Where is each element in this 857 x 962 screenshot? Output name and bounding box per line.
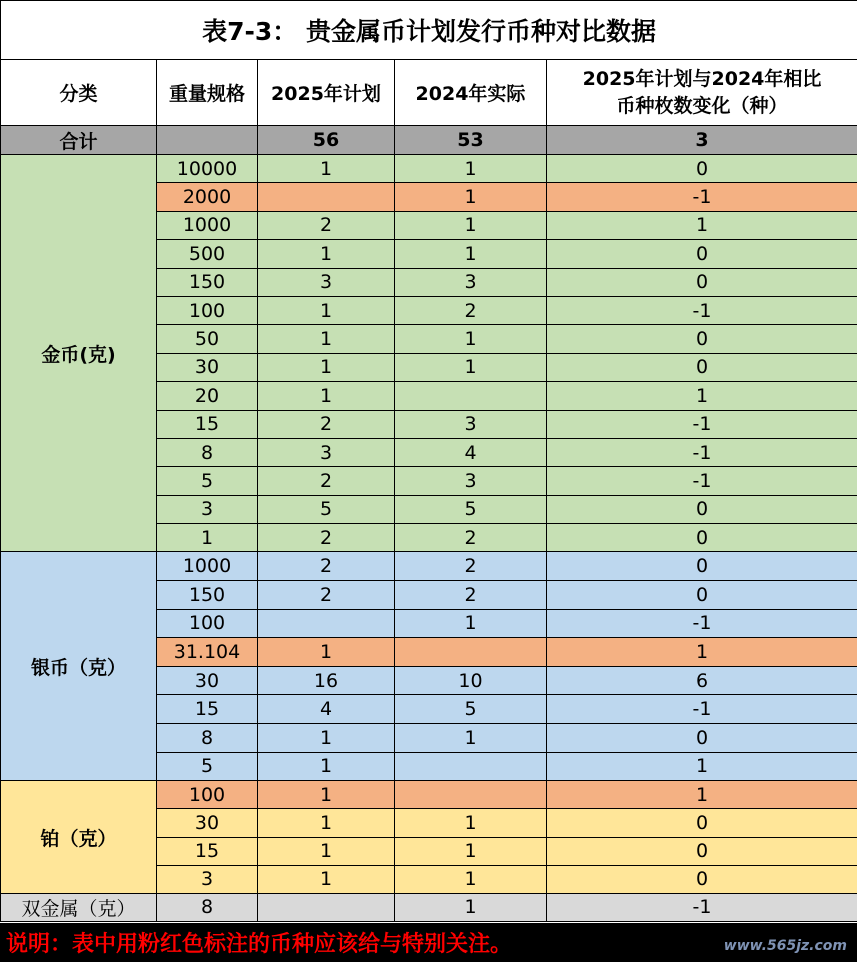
cell-weight: 3 [157,865,258,893]
cell-change: 0 [547,268,857,296]
cell-plan: 1 [258,382,395,410]
cell-weight: 8 [157,438,258,466]
header-category: 分类 [1,60,157,126]
cell-weight: 15 [157,837,258,865]
cell-plan: 1 [258,240,395,268]
cell-weight: 50 [157,325,258,353]
watermark: www.565jz.com [723,938,847,954]
cell-weight: 1000 [157,211,258,239]
cell-weight: 20 [157,382,258,410]
table-row [1,155,857,183]
cell-weight: 1000 [157,552,258,581]
cell-plan: 16 [258,666,395,695]
cell-plan: 1 [258,724,395,753]
cell-change: -1 [547,893,857,921]
cell-actual: 5 [395,695,547,724]
total-change: 3 [547,126,857,155]
table-row [1,893,857,921]
category-platinum: 铂（克） [1,781,157,894]
cell-actual: 4 [395,438,547,466]
cell-change: -1 [547,438,857,466]
cell-weight: 500 [157,240,258,268]
cell-actual: 2 [395,524,547,552]
cell-actual [395,781,547,809]
cell-plan: 2 [258,467,395,495]
cell-actual: 1 [395,353,547,381]
cell-actual: 1 [395,240,547,268]
note-text: 说明：表中用粉红色标注的币种应该给与特别关注。 [6,932,513,957]
note-bar [0,923,857,962]
cell-actual [395,638,547,667]
cell-weight: 8 [157,893,258,921]
cell-weight: 5 [157,752,258,781]
header-change-line2: 币种枚数变化（种） [616,94,788,117]
cell-actual: 1 [395,837,547,865]
cell-actual: 3 [395,410,547,438]
cell-plan: 2 [258,552,395,581]
cell-plan: 5 [258,495,395,523]
cell-actual: 1 [395,609,547,638]
table-title: 表7-3： 贵金属币计划发行币种对比数据 [1,1,857,60]
cell-weight: 10000 [157,155,258,183]
cell-actual: 2 [395,581,547,610]
cell-weight: 3 [157,495,258,523]
cell-weight: 30 [157,353,258,381]
cell-plan: 3 [258,438,395,466]
cell-change: 0 [547,240,857,268]
header-change-line1: 2025年计划与2024年相比 [582,67,822,90]
cell-plan: 1 [258,638,395,667]
cell-change: -1 [547,183,857,211]
cell-change: 1 [547,781,857,809]
cell-weight: 1 [157,524,258,552]
cell-weight: 15 [157,695,258,724]
cell-change: 6 [547,666,857,695]
cell-actual: 2 [395,296,547,324]
cell-weight: 30 [157,666,258,695]
cell-plan [258,609,395,638]
cell-actual: 5 [395,495,547,523]
cell-weight: 100 [157,609,258,638]
cell-change: 0 [547,581,857,610]
cell-plan: 1 [258,781,395,809]
cell-actual: 1 [395,183,547,211]
cell-actual: 1 [395,893,547,921]
cell-plan [258,183,395,211]
cell-plan: 2 [258,524,395,552]
cell-plan: 1 [258,865,395,893]
header-change [547,60,857,126]
cell-change: 0 [547,552,857,581]
cell-plan: 1 [258,296,395,324]
cell-plan: 1 [258,155,395,183]
cell-change: 0 [547,865,857,893]
cell-weight: 100 [157,296,258,324]
cell-weight: 31.104 [157,638,258,667]
cell-change: 1 [547,211,857,239]
cell-actual: 1 [395,809,547,837]
cell-change: 1 [547,382,857,410]
cell-change: -1 [547,695,857,724]
cell-plan: 1 [258,752,395,781]
header-actual-2024: 2024年实际 [395,60,547,126]
cell-change: 1 [547,638,857,667]
cell-change: 1 [547,752,857,781]
cell-weight: 5 [157,467,258,495]
cell-actual: 1 [395,211,547,239]
cell-plan: 2 [258,581,395,610]
cell-change: 0 [547,155,857,183]
cell-change: 0 [547,524,857,552]
cell-plan: 1 [258,325,395,353]
cell-plan: 4 [258,695,395,724]
cell-change: 0 [547,724,857,753]
cell-actual: 1 [395,325,547,353]
cell-weight: 8 [157,724,258,753]
cell-change: -1 [547,410,857,438]
category-gold: 金币(克) [1,155,157,552]
cell-weight: 2000 [157,183,258,211]
total-label: 合计 [1,126,157,155]
cell-change: -1 [547,609,857,638]
cell-change: 0 [547,809,857,837]
total-weight [157,126,258,155]
total-plan: 56 [258,126,395,155]
cell-actual [395,382,547,410]
cell-change: -1 [547,467,857,495]
cell-weight: 150 [157,581,258,610]
cell-actual: 1 [395,865,547,893]
cell-actual [395,752,547,781]
cell-weight: 15 [157,410,258,438]
cell-actual: 2 [395,552,547,581]
cell-plan [258,893,395,921]
cell-weight: 150 [157,268,258,296]
cell-plan: 2 [258,211,395,239]
table-row [1,781,857,809]
cell-weight: 100 [157,781,258,809]
category-bimetal: 双金属（克） [1,893,157,921]
cell-weight: 30 [157,809,258,837]
header-weight: 重量规格 [157,60,258,126]
cell-actual: 1 [395,724,547,753]
cell-plan: 1 [258,353,395,381]
cell-actual: 3 [395,268,547,296]
cell-change: 0 [547,495,857,523]
cell-actual: 1 [395,155,547,183]
total-actual: 53 [395,126,547,155]
cell-plan: 1 [258,809,395,837]
cell-change: 0 [547,837,857,865]
category-silver: 银币（克） [1,552,157,781]
cell-plan: 1 [258,837,395,865]
cell-plan: 2 [258,410,395,438]
cell-actual: 10 [395,666,547,695]
header-plan-2025: 2025年计划 [258,60,395,126]
cell-change: 0 [547,325,857,353]
cell-change: -1 [547,296,857,324]
table-row [1,552,857,581]
total-row [1,126,857,155]
cell-plan: 3 [258,268,395,296]
cell-change: 0 [547,353,857,381]
cell-actual: 3 [395,467,547,495]
